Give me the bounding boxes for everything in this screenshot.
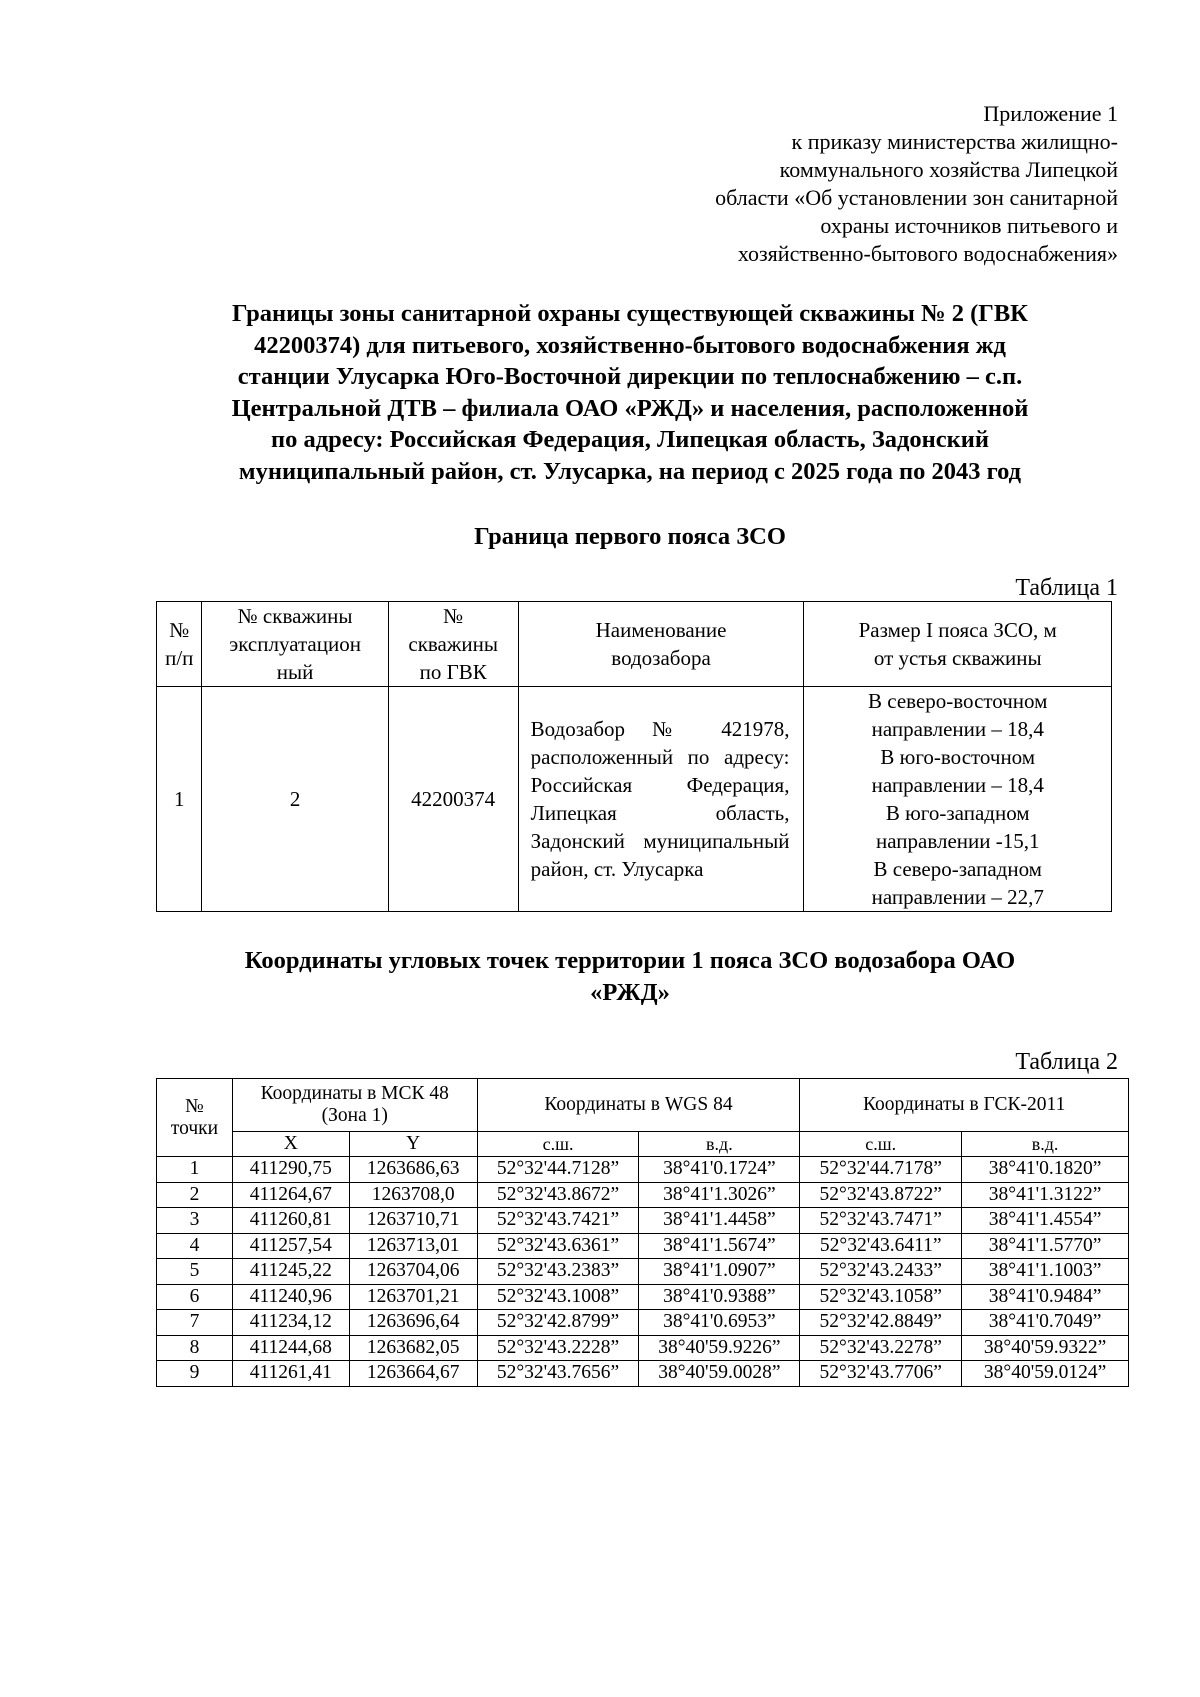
t2-cell-gsk-lat: 52°32'43.6411”	[800, 1233, 962, 1259]
t2-header-y: Y	[349, 1132, 477, 1157]
table1-label: Таблица 1	[1015, 575, 1118, 601]
t2-cell-x: 411290,75	[232, 1157, 349, 1183]
t2-cell-wgs-lat: 52°32'42.8799”	[477, 1310, 639, 1336]
section2-heading: Координаты угловых точек территории 1 пояса ЗСО водозабора ОАО «РЖД»	[244, 947, 1016, 1006]
section1-heading: Граница первого пояса ЗСО	[474, 523, 786, 550]
t1-header-well-gvk: № скважины по ГВК	[388, 602, 518, 687]
t2-cell-y: 1263701,21	[349, 1284, 477, 1310]
t2-cell-x: 411244,68	[232, 1335, 349, 1361]
t2-cell-gsk-lat: 52°32'43.2278”	[800, 1335, 962, 1361]
t2-cell-gsk-lat: 52°32'44.7178”	[800, 1157, 962, 1183]
t2-cell-num: 4	[157, 1233, 233, 1259]
t1-cell-num: 1	[157, 687, 202, 912]
t2-cell-wgs-lon: 38°40'59.0028”	[639, 1361, 800, 1387]
document-title	[150, 298, 1110, 487]
title-line: Центральной ДТВ – филиала ОАО «РЖД» и населения, расположенной	[231, 394, 1029, 422]
t2-cell-gsk-lon: 38°41'1.1003”	[962, 1259, 1129, 1285]
t2-header-x: X	[232, 1132, 349, 1157]
t2-cell-wgs-lat: 52°32'43.6361”	[477, 1233, 639, 1259]
table-row	[157, 687, 1112, 912]
t2-cell-x: 411264,67	[232, 1182, 349, 1208]
t1-cell-well-exp: 2	[202, 687, 388, 912]
t2-cell-y: 1263704,06	[349, 1259, 477, 1285]
t2-cell-wgs-lat: 52°32'43.7421”	[477, 1208, 639, 1234]
t2-header-gsk: Координаты в ГСК-2011	[800, 1079, 1129, 1132]
t2-cell-num: 6	[157, 1284, 233, 1310]
table-row	[157, 1361, 1129, 1387]
table-row	[157, 1182, 1129, 1208]
table1-zone-boundary	[156, 601, 1112, 912]
t2-cell-wgs-lon: 38°41'0.9388”	[639, 1284, 800, 1310]
t2-cell-x: 411260,81	[232, 1208, 349, 1234]
t2-cell-x: 411234,12	[232, 1310, 349, 1336]
t2-cell-y: 1263713,01	[349, 1233, 477, 1259]
appendix-line: коммунального хозяйства Липецкой	[779, 157, 1118, 182]
t2-cell-gsk-lat: 52°32'43.2433”	[800, 1259, 962, 1285]
t2-cell-wgs-lon: 38°40'59.9226”	[639, 1335, 800, 1361]
t2-cell-gsk-lon: 38°40'59.9322”	[962, 1335, 1129, 1361]
t2-cell-gsk-lon: 38°41'1.3122”	[962, 1182, 1129, 1208]
t2-cell-wgs-lon: 38°41'1.3026”	[639, 1182, 800, 1208]
t2-cell-num: 8	[157, 1335, 233, 1361]
title-line: Границы зоны санитарной охраны существующей скважины № 2 (ГВК	[232, 300, 1028, 327]
t2-cell-num: 5	[157, 1259, 233, 1285]
t2-header-wgs-lon: в.д.	[639, 1132, 800, 1157]
t2-cell-y: 1263708,0	[349, 1182, 477, 1208]
appendix-line: хозяйственно-бытового водоснабжения»	[737, 241, 1118, 266]
t2-cell-wgs-lat: 52°32'43.1008”	[477, 1284, 639, 1310]
t2-cell-x: 411240,96	[232, 1284, 349, 1310]
t2-cell-y: 1263682,05	[349, 1335, 477, 1361]
t2-cell-gsk-lon: 38°41'0.7049”	[962, 1310, 1129, 1336]
t2-cell-wgs-lat: 52°32'43.8672”	[477, 1182, 639, 1208]
table2-label: Таблица 2	[1015, 1049, 1118, 1075]
t2-cell-x: 411257,54	[232, 1233, 349, 1259]
t1-cell-well-gvk: 42200374	[388, 687, 518, 912]
table-row	[157, 1233, 1129, 1259]
t1-header-well-exp: № скважины эксплуатацион ный	[202, 602, 388, 687]
t1-header-size: Размер I пояса ЗСО, м от устья скважины	[804, 602, 1112, 687]
t2-cell-gsk-lat: 52°32'43.8722”	[800, 1182, 962, 1208]
t2-cell-gsk-lat: 52°32'43.1058”	[800, 1284, 962, 1310]
t2-cell-y: 1263664,67	[349, 1361, 477, 1387]
t2-header-msk: Координаты в МСК 48 (Зона 1)	[232, 1079, 477, 1132]
t2-cell-wgs-lat: 52°32'43.2228”	[477, 1335, 639, 1361]
t2-cell-gsk-lon: 38°41'1.5770”	[962, 1233, 1129, 1259]
t2-cell-wgs-lon: 38°41'1.4458”	[639, 1208, 800, 1234]
t2-cell-num: 7	[157, 1310, 233, 1336]
t2-cell-wgs-lon: 38°41'0.1724”	[639, 1157, 800, 1183]
t2-cell-wgs-lat: 52°32'44.7128”	[477, 1157, 639, 1183]
appendix-line: Приложение 1	[983, 101, 1118, 126]
title-line: станции Улусарка Юго-Восточной дирекции по теплоснабжению – с.п.	[237, 363, 1023, 390]
t2-cell-wgs-lat: 52°32'43.7656”	[477, 1361, 639, 1387]
t2-cell-gsk-lon: 38°41'1.4554”	[962, 1208, 1129, 1234]
t2-cell-y: 1263686,63	[349, 1157, 477, 1183]
appendix-line: охраны источников питьевого и	[820, 213, 1118, 238]
t2-cell-gsk-lat: 52°32'43.7471”	[800, 1208, 962, 1234]
title-line: 42200374) для питьевого, хозяйственно-бытового водоснабжения жд	[254, 331, 1006, 359]
t1-header-num: № п/п	[157, 602, 202, 687]
table-row	[157, 1208, 1129, 1234]
t2-header-gsk-lon: в.д.	[962, 1132, 1129, 1157]
t2-cell-x: 411261,41	[232, 1361, 349, 1387]
t2-cell-y: 1263710,71	[349, 1208, 477, 1234]
t2-cell-gsk-lon: 38°40'59.0124”	[962, 1361, 1129, 1387]
t2-cell-num: 9	[157, 1361, 233, 1387]
t2-cell-y: 1263696,64	[349, 1310, 477, 1336]
t2-header-gsk-lat: с.ш.	[800, 1132, 962, 1157]
t2-header-wgs-lat: с.ш.	[477, 1132, 639, 1157]
title-line: по адресу: Российская Федерация, Липецкая область, Задонский	[270, 426, 990, 453]
t2-header-num: № точки	[157, 1079, 233, 1157]
table-row	[157, 1259, 1129, 1285]
t2-cell-wgs-lat: 52°32'43.2383”	[477, 1259, 639, 1285]
t2-cell-num: 3	[157, 1208, 233, 1234]
appendix-line: к приказу министерства жилищно-	[791, 129, 1118, 154]
title-line: муниципальный район, ст. Улусарка, на период с 2025 года по 2043 год	[238, 457, 1022, 485]
appendix-note	[715, 100, 1118, 268]
t2-cell-gsk-lat: 52°32'43.7706”	[800, 1361, 962, 1387]
t2-cell-gsk-lon: 38°41'0.9484”	[962, 1284, 1129, 1310]
table2-coordinates	[156, 1078, 1129, 1387]
t2-cell-gsk-lon: 38°41'0.1820”	[962, 1157, 1129, 1183]
t2-cell-x: 411245,22	[232, 1259, 349, 1285]
t2-body	[157, 1157, 1129, 1387]
appendix-line: области «Об установлении зон санитарной	[715, 185, 1118, 210]
table-row	[157, 1335, 1129, 1361]
t2-cell-num: 2	[157, 1182, 233, 1208]
t1-cell-size: В северо-восточном направлении – 18,4 В юго-восточном направлении – 18,4 В юго-западном направлении -15,1 В северо-западном направлении – 22,7	[804, 687, 1112, 912]
t2-cell-num: 1	[157, 1157, 233, 1183]
t2-cell-wgs-lon: 38°41'0.6953”	[639, 1310, 800, 1336]
table-row	[157, 1284, 1129, 1310]
table-row	[157, 1310, 1129, 1336]
t2-cell-wgs-lon: 38°41'1.5674”	[639, 1233, 800, 1259]
t1-cell-name: Водозабор № 421978, расположенный по адресу: Российская Федерация, Липецкая область, Задонский муниципальный район, ст. Улусарка	[518, 687, 804, 912]
t1-header-name: Наименование водозабора	[518, 602, 804, 687]
table-row	[157, 1157, 1129, 1183]
t2-header-wgs: Координаты в WGS 84	[477, 1079, 800, 1132]
t2-cell-wgs-lon: 38°41'1.0907”	[639, 1259, 800, 1285]
t2-cell-gsk-lat: 52°32'42.8849”	[800, 1310, 962, 1336]
